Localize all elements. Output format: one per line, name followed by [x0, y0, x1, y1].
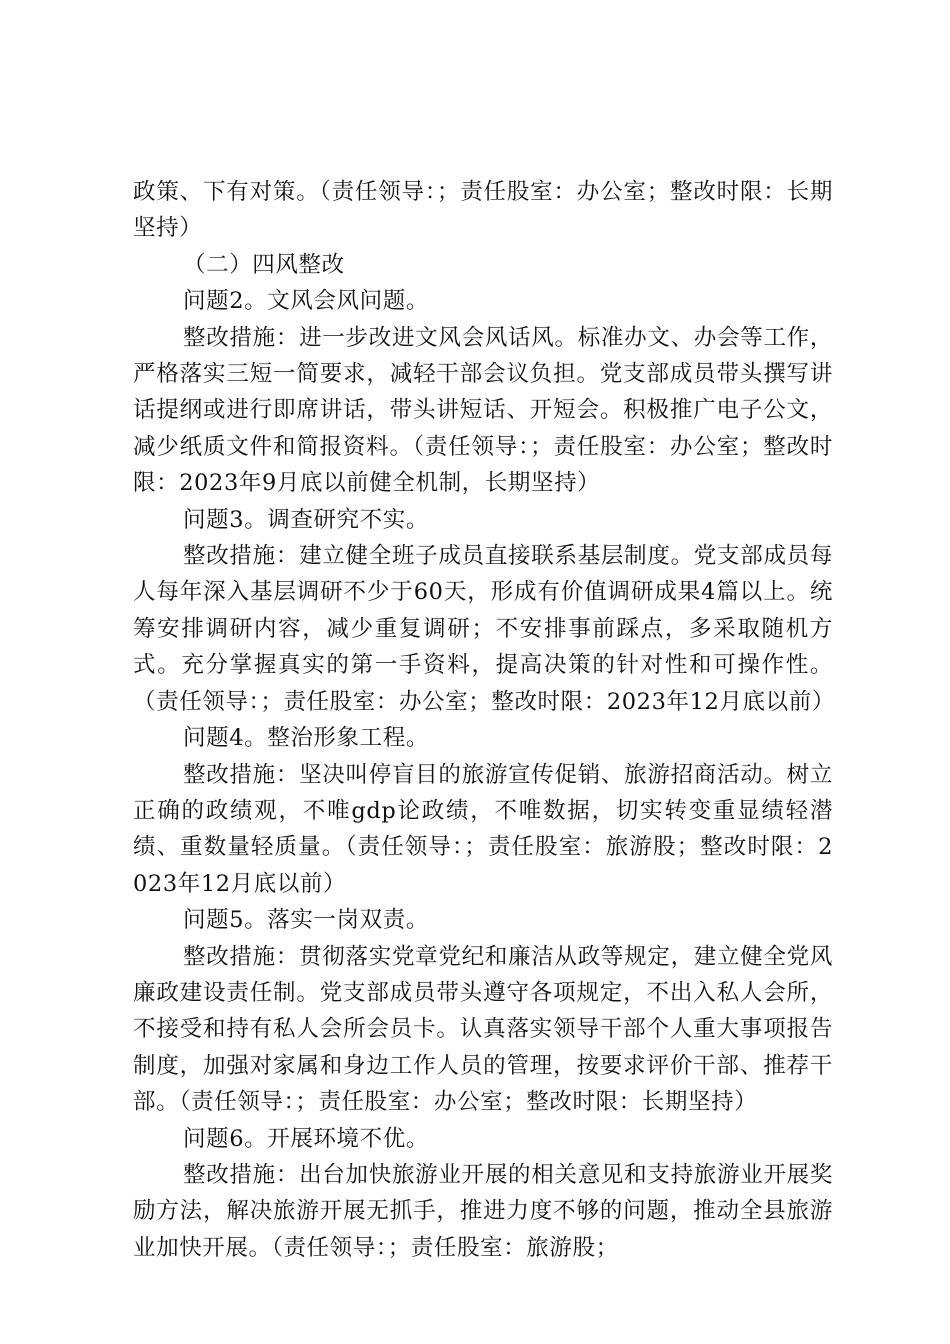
- problem-2-measures: 整改措施：进一步改进文风会风话风。标准办文、办会等工作，严格落实三短一简要求，减轻干部会议负担。党支部成员带头撰写讲话提纲或进行即席讲话，带头讲短话、开短会。积极推广电子公文，减少纸质文件和简报资料。（责任领导：；责任股室：办公室；整改时限：2023年9月底以前健全机制，长期坚持）: [133, 324, 833, 497]
- problem-3-heading: 问题3。调查研究不实。: [183, 506, 429, 533]
- problem-3-measures: 整改措施：建立健全班子成员直接联系基层制度。党支部成员每人每年深入基层调研不少于60天，形成有价值调研成果4篇以上。统筹安排调研内容，减少重复调研；不安排事前踩点，多采取随机方式。充分掌握真实的第一手资料，提高决策的针对性和可操作性。（责任领导：；责任股室：办公室；整改时限：2023年12月底以前）: [133, 543, 835, 715]
- problem-2-heading: 问题2。文风会风问题。: [183, 288, 429, 315]
- problem-5-heading: 问题5。落实一岗双责。: [183, 907, 429, 934]
- problem-6-heading: 问题6。开展环境不优。: [183, 1125, 429, 1152]
- section-heading-four-winds: （二）四风整改: [183, 251, 345, 278]
- problem-4-measures: 整改措施：坚决叫停盲目的旅游宣传促销、旅游招商活动。树立正确的政绩观，不唯gdp论政绩，不唯数据，切实转变重显绩轻潜绩、重数量轻质量。（责任领导：；责任股室：旅游股；整改时限：2023年12月底以前）: [133, 761, 833, 897]
- problem-4-heading: 问题4。整治形象工程。: [183, 725, 429, 752]
- problem-6-measures: 整改措施：出台加快旅游业开展的相关意见和支持旅游业开展奖励方法，解决旅游开展无抓手，推进力度不够的问题，推动全县旅游业加快开展。（责任领导：；责任股室：旅游股；: [133, 1161, 833, 1261]
- document-body: [133, 174, 833, 1266]
- paragraph-continuation: 政策、下有对策。（责任领导：；责任股室：办公室；整改时限：长期坚持）: [133, 179, 833, 242]
- problem-5-measures: 整改措施：贯彻落实党章党纪和廉洁从政等规定，建立健全党风廉政建设责任制。党支部成员带头遵守各项规定，不出入私人会所，不接受和持有私人会所会员卡。认真落实领导干部个人重大事项报告制度，加强对家属和身边工作人员的管理，按要求评价干部、推荐干部。（责任领导：；责任股室：办公室；整改时限：长期坚持）: [133, 943, 833, 1116]
